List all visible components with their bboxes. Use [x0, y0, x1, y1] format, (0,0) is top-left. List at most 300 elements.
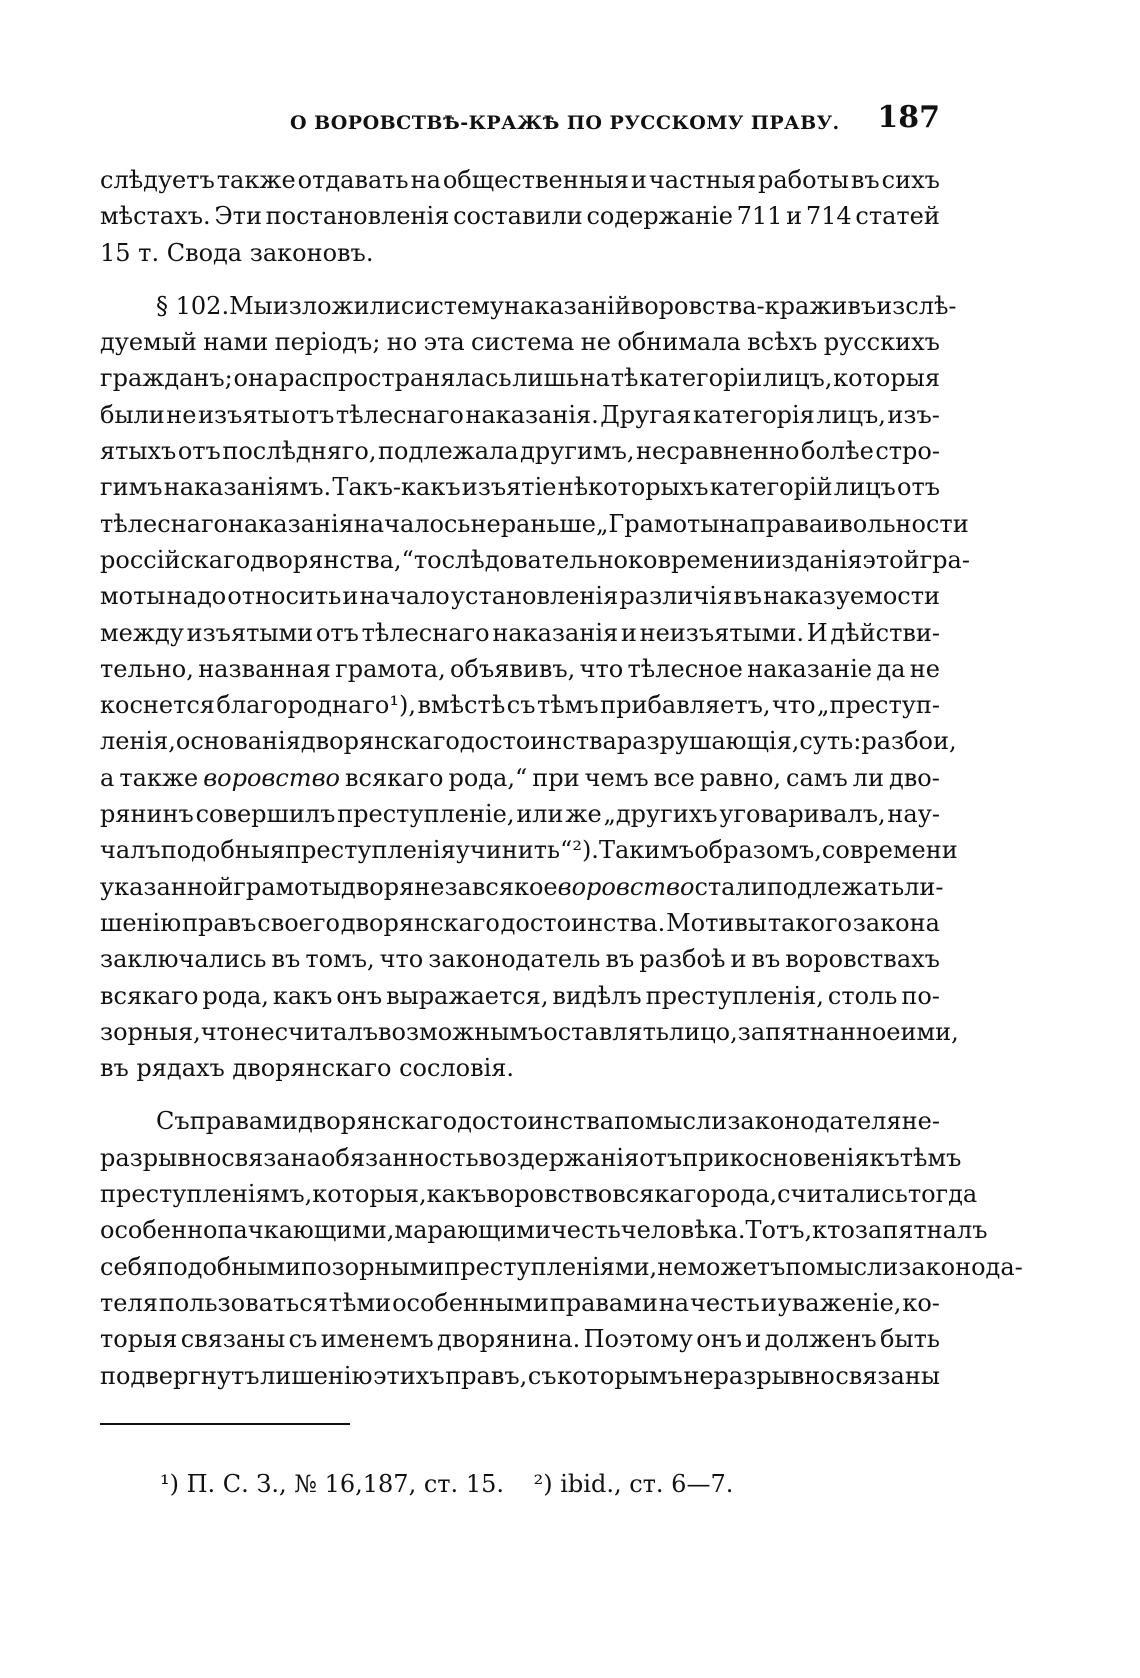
- word: тѣлесное: [627, 654, 743, 683]
- word: также: [119, 763, 199, 792]
- word: лицъ: [833, 473, 896, 502]
- word: разбоѣ: [639, 945, 726, 974]
- word: что: [579, 654, 624, 683]
- word: по: [785, 1252, 816, 1281]
- word: другимъ,: [520, 437, 635, 466]
- word: честь: [690, 1288, 760, 1317]
- word: онъ: [336, 981, 383, 1010]
- word: категорія: [692, 400, 815, 429]
- word: Мы: [229, 291, 273, 320]
- word: Мотивы: [666, 908, 767, 937]
- word: началось: [353, 509, 471, 538]
- word: тѣлеснаго: [335, 400, 464, 429]
- word: коснется: [100, 691, 215, 720]
- word: прибавляетъ,: [600, 691, 771, 720]
- word: благороднаго¹),: [216, 691, 416, 720]
- paragraph-gap: [100, 271, 940, 288]
- word: объявивъ,: [450, 654, 576, 683]
- word: не: [580, 328, 611, 357]
- word: на: [410, 166, 441, 194]
- word: всякаго: [612, 1180, 711, 1209]
- word: относить: [227, 582, 342, 611]
- paragraph2-line: [100, 905, 940, 941]
- running-head: О ВОРОВСТВѢ-КРАЖѢ ПО РУССКОМУ ПРАВУ.: [290, 112, 840, 134]
- word: особенно: [100, 1216, 218, 1245]
- word: нами: [203, 328, 269, 357]
- word: въ: [271, 945, 301, 974]
- word: ленія,: [100, 727, 176, 756]
- paragraph2-line: [100, 941, 940, 977]
- word: кто: [812, 1216, 855, 1245]
- paragraph2-line: [100, 723, 957, 759]
- word: составили: [453, 202, 583, 231]
- word: отдавать: [297, 166, 409, 194]
- word: воровствахъ: [785, 945, 940, 974]
- word: и: [786, 202, 803, 231]
- word: наказанія: [227, 509, 354, 538]
- word: прикосновенія: [682, 1143, 870, 1172]
- word: которыя: [833, 364, 940, 393]
- word: начало: [359, 582, 450, 611]
- word: Эти: [214, 202, 262, 231]
- word: шенію: [100, 908, 182, 937]
- word: этой: [862, 545, 920, 574]
- word: марающими: [394, 1216, 551, 1245]
- word: преступленія: [285, 836, 456, 865]
- paragraph1-line: [100, 235, 940, 271]
- word: систему: [400, 291, 505, 320]
- word: быть: [880, 1325, 940, 1354]
- word: теля: [100, 1288, 158, 1317]
- paragraph2-line: [100, 978, 940, 1014]
- word: что: [200, 1017, 245, 1046]
- word: зорныя,: [100, 1017, 201, 1046]
- word: содержаніе: [586, 202, 733, 231]
- word: наказуемости: [763, 582, 940, 611]
- word: рянинъ: [100, 800, 194, 829]
- word: не: [244, 1017, 275, 1046]
- paragraph2-line: [100, 796, 940, 832]
- word: на: [658, 1288, 690, 1317]
- word: позорными: [301, 1252, 445, 1281]
- word: выражается,: [386, 981, 549, 1010]
- word: всякаго: [100, 981, 199, 1010]
- word: времени: [657, 545, 766, 574]
- paragraph3-line: [100, 1285, 940, 1321]
- word: себя: [100, 1252, 158, 1281]
- word: честь: [550, 1216, 621, 1245]
- word: то: [413, 545, 442, 574]
- word: равно,: [699, 763, 782, 792]
- word: изслѣ-: [876, 291, 957, 320]
- word: Поэтому: [583, 1325, 693, 1354]
- word: все: [653, 763, 695, 792]
- word: не: [166, 400, 197, 429]
- word: и: [730, 945, 747, 974]
- word: общественныя: [442, 166, 629, 194]
- word: самъ: [786, 763, 848, 792]
- paragraph1-line: [100, 198, 940, 234]
- word: видѣлъ: [552, 981, 642, 1010]
- word: торыя: [100, 1325, 178, 1354]
- word: изданія: [765, 545, 863, 574]
- word: этихъ: [373, 1361, 445, 1390]
- word: ли: [852, 763, 884, 792]
- word: не: [909, 654, 940, 683]
- word: въ: [850, 166, 880, 194]
- word: связаны: [835, 1361, 940, 1390]
- word: съ: [288, 1325, 318, 1354]
- word: въ рядахъ дворянскаго сословія.: [100, 1054, 515, 1083]
- word: наказанія: [492, 618, 619, 647]
- word: тѣ: [610, 364, 639, 393]
- paragraph2-line: [100, 542, 970, 578]
- word: долженъ: [764, 1325, 877, 1354]
- word: нау-: [887, 800, 940, 829]
- word: ко: [628, 545, 658, 574]
- word: грамота,: [335, 654, 446, 683]
- word: тѣмъ: [536, 691, 599, 720]
- word: раньше: [500, 509, 596, 538]
- word: наказаній: [504, 291, 631, 320]
- word: дворяне: [341, 872, 445, 901]
- word: работы: [758, 166, 849, 194]
- word: воровство: [557, 872, 695, 901]
- word: особенными: [392, 1288, 549, 1317]
- word: тѣлеснаго: [100, 509, 228, 538]
- footnotes: [160, 1470, 755, 1498]
- paragraph2-line: [100, 324, 940, 360]
- page-number: 187: [877, 100, 940, 135]
- paragraph2-line: [100, 506, 969, 542]
- word: и: [630, 166, 647, 194]
- word: тогда: [907, 1180, 978, 1209]
- word: система: [471, 328, 575, 357]
- word: подлежала: [378, 437, 519, 466]
- word: законодатель: [428, 945, 601, 974]
- word: изъ-: [887, 400, 940, 429]
- word: и: [745, 1325, 762, 1354]
- word: уговаривалъ,: [719, 800, 886, 829]
- word: она: [233, 364, 279, 393]
- word: послѣдняго,: [222, 437, 377, 466]
- word: отъ: [177, 437, 221, 466]
- word: по: [614, 1107, 645, 1136]
- word: тѣми: [328, 1288, 392, 1317]
- word: достоинства: [457, 1107, 615, 1136]
- word: отъ: [897, 473, 940, 502]
- footnote-rule: [100, 1423, 350, 1425]
- word: Такъ-какъ: [332, 473, 461, 502]
- word: рода,“: [448, 763, 528, 792]
- word: между: [100, 618, 184, 647]
- word: отъ: [315, 618, 359, 647]
- word: ими,: [900, 1017, 959, 1046]
- word: возможнымъ: [377, 1017, 544, 1046]
- word: лишенію: [260, 1361, 373, 1390]
- word: къ: [869, 1143, 900, 1172]
- word: своего: [257, 908, 340, 937]
- word: россійскаго: [100, 545, 251, 574]
- word: на: [579, 364, 610, 393]
- word: стали: [694, 872, 767, 901]
- word: именемъ: [320, 1325, 434, 1354]
- word: изъяты: [198, 400, 290, 429]
- word: дво-: [888, 763, 940, 792]
- word: дворянства,“: [250, 545, 414, 574]
- word: рода,: [202, 981, 269, 1010]
- word: нѣкоторыхъ: [557, 473, 709, 502]
- word: „Грамоты: [595, 509, 720, 538]
- word: всякое: [471, 872, 558, 901]
- word: всякаго: [345, 763, 444, 792]
- word: основанія: [175, 727, 301, 756]
- word: учинить“²).: [455, 836, 599, 865]
- word: наказанія.: [465, 400, 599, 429]
- word: И: [806, 618, 828, 647]
- paragraph2-line: [100, 578, 940, 614]
- word: изъятіе: [461, 473, 557, 502]
- word: распространялась: [279, 364, 512, 393]
- word: на: [719, 509, 750, 538]
- word: запятнанное: [737, 1017, 901, 1046]
- word: мѣстахъ.: [100, 202, 211, 231]
- word: дворянина.: [437, 1325, 581, 1354]
- paragraph2-line: [100, 469, 940, 505]
- word: разрушающія,: [616, 727, 800, 756]
- word: неразрывно: [683, 1361, 835, 1390]
- word: несравненно: [636, 437, 800, 466]
- word: „другихъ: [603, 800, 718, 829]
- word: преступленія,: [645, 981, 824, 1010]
- word: при: [532, 763, 580, 792]
- word: что: [379, 945, 424, 974]
- word: въ: [733, 582, 762, 611]
- word: тѣлеснаго: [361, 618, 490, 647]
- word: столь: [827, 981, 898, 1010]
- word: воровства-кражи: [630, 291, 848, 320]
- word: 711: [736, 202, 783, 231]
- word: связаны: [180, 1325, 286, 1354]
- word: сихъ: [881, 166, 940, 194]
- page-header: [100, 100, 940, 144]
- word: рода,: [710, 1180, 778, 1209]
- word: воровство: [486, 1180, 613, 1209]
- word: за: [444, 872, 472, 901]
- word: тѣмъ: [899, 1143, 962, 1172]
- word: 15 т. Свода законовъ.: [100, 238, 374, 267]
- word: не: [470, 509, 501, 538]
- paragraph3-line: [100, 1249, 1023, 1285]
- word: лицъ,: [816, 400, 886, 429]
- word: томъ,: [305, 945, 375, 974]
- word: какъ: [272, 981, 333, 1010]
- word: грамоты: [233, 872, 342, 901]
- word: преступленіе,: [337, 800, 515, 829]
- word: разрывно: [100, 1143, 222, 1172]
- word: лицъ,: [762, 364, 833, 393]
- paragraph2-line: [100, 615, 940, 651]
- word: обнимала: [617, 328, 741, 357]
- word: суть:: [799, 727, 862, 756]
- word: уваженіе,: [777, 1288, 902, 1317]
- word: отъ: [639, 1143, 683, 1172]
- word: періодъ;: [274, 328, 381, 357]
- footnote-2: ²) ibid., ст. 6—7.: [533, 1470, 734, 1498]
- paragraph3-line: [100, 1321, 940, 1357]
- word: указанной: [100, 872, 234, 901]
- word: чалъ: [100, 836, 161, 865]
- word: эта: [423, 328, 465, 357]
- footnote-1: ¹) П. С. З., № 16,187, ст. 15.: [160, 1470, 504, 1498]
- word: гражданъ;: [100, 364, 233, 393]
- word: съ: [506, 691, 536, 720]
- word: преступленіями,: [444, 1252, 658, 1281]
- word: наказаніямъ.: [163, 473, 332, 502]
- word: достоинства.: [500, 908, 666, 937]
- word: достоинства: [459, 727, 617, 756]
- word: пачкающими,: [217, 1216, 395, 1245]
- paragraph2-line: [100, 869, 944, 905]
- word: обязанность: [320, 1143, 479, 1172]
- paragraph2-line: [100, 1050, 940, 1086]
- word: „преступ-: [817, 691, 940, 720]
- word: да: [876, 654, 906, 683]
- word: пользоваться: [158, 1288, 328, 1317]
- word: мысли: [644, 1107, 728, 1136]
- paragraph2-line: [100, 832, 958, 868]
- paragraph3-line: [100, 1103, 940, 1139]
- word: названная: [198, 654, 331, 683]
- paragraph-gap: [100, 1086, 940, 1103]
- word: дворянскаго: [298, 1107, 458, 1136]
- word: мысли: [815, 1252, 899, 1281]
- word: правами: [549, 1288, 658, 1317]
- paragraph2-line: [100, 1014, 959, 1050]
- word: такого: [767, 908, 852, 937]
- word: вольности: [839, 509, 969, 538]
- paragraph2-line: [100, 288, 957, 324]
- word: воровство: [203, 763, 341, 792]
- word: закона: [852, 908, 940, 937]
- word: времени: [849, 836, 958, 865]
- word: дѣйстви-: [830, 618, 940, 647]
- word: преступленіямъ,: [100, 1180, 313, 1209]
- body-text: [100, 162, 1023, 1394]
- word: заключались: [100, 945, 267, 974]
- word: въ: [751, 945, 781, 974]
- word: правъ,: [445, 1361, 528, 1390]
- word: установленія: [450, 582, 619, 611]
- word: и: [342, 582, 359, 611]
- word: же: [565, 800, 602, 829]
- word: правъ: [181, 908, 257, 937]
- word: воздержанія: [478, 1143, 640, 1172]
- paragraph1-line: [100, 162, 940, 198]
- word: подвергнутъ: [100, 1361, 260, 1390]
- paragraph2-line: [100, 760, 940, 796]
- word: но: [386, 328, 418, 357]
- word: которыя,: [312, 1180, 427, 1209]
- word: слѣдуетъ: [100, 166, 215, 194]
- paragraph3-line: [100, 1140, 962, 1176]
- word: разбои,: [861, 727, 957, 756]
- word: слѣдовательно: [441, 545, 629, 574]
- word: гимъ: [100, 473, 163, 502]
- paragraph2-line: [100, 687, 940, 723]
- word: категорій: [709, 473, 833, 502]
- word: болѣе: [801, 437, 874, 466]
- word: образомъ,: [694, 836, 822, 865]
- word: русскихъ: [823, 328, 940, 357]
- word: законода-: [898, 1252, 1023, 1281]
- word: ко-: [902, 1288, 940, 1317]
- word: изъятыми: [186, 618, 314, 647]
- word: § 102.: [156, 291, 230, 320]
- word: наказаніе: [747, 654, 872, 683]
- word: 714: [805, 202, 852, 231]
- word: неизъятыми.: [639, 618, 804, 647]
- word: моты: [100, 582, 166, 611]
- word: вмѣстѣ: [417, 691, 506, 720]
- word: онъ: [696, 1325, 742, 1354]
- word: со: [821, 836, 850, 865]
- word: дворянскаго: [340, 908, 500, 937]
- paragraph3-line: [100, 1358, 940, 1394]
- word: Такимъ: [598, 836, 695, 865]
- paragraph3-line: [100, 1212, 988, 1248]
- word: лицо,: [668, 1017, 738, 1046]
- word: были: [100, 400, 165, 429]
- word: также: [216, 166, 296, 194]
- word: и: [823, 509, 840, 538]
- word: въ: [605, 945, 635, 974]
- word: считалъ: [274, 1017, 378, 1046]
- word: что: [771, 691, 816, 720]
- word: дуемый: [100, 328, 197, 357]
- word: какъ: [426, 1180, 487, 1209]
- word: постановленія: [265, 202, 450, 231]
- paragraph2-line: [100, 397, 940, 433]
- word: ятыхъ: [100, 437, 177, 466]
- word: гра-: [919, 545, 970, 574]
- paragraph2-line: [100, 433, 940, 469]
- word: дворянскаго: [300, 727, 460, 756]
- word: частныя: [648, 166, 757, 194]
- word: связана: [221, 1143, 321, 1172]
- word: человѣка.: [620, 1216, 746, 1245]
- word: отъ: [291, 400, 335, 429]
- word: считались: [777, 1180, 908, 1209]
- word: тельно,: [100, 654, 194, 683]
- word: чемъ: [584, 763, 649, 792]
- word: ли-: [904, 872, 944, 901]
- word: съ: [527, 1361, 557, 1390]
- word: законодателя: [727, 1107, 902, 1136]
- word: лишь: [512, 364, 579, 393]
- word: подобными: [157, 1252, 302, 1281]
- word: запятналъ: [854, 1216, 988, 1245]
- word: правами: [189, 1107, 298, 1136]
- word: подобныя: [160, 836, 286, 865]
- word: не: [657, 1252, 688, 1281]
- word: категоріи: [639, 364, 763, 393]
- word: Тотъ,: [745, 1216, 813, 1245]
- word: права: [749, 509, 824, 538]
- word: и: [760, 1288, 777, 1317]
- word: можетъ: [687, 1252, 786, 1281]
- word: всѣхъ: [747, 328, 818, 357]
